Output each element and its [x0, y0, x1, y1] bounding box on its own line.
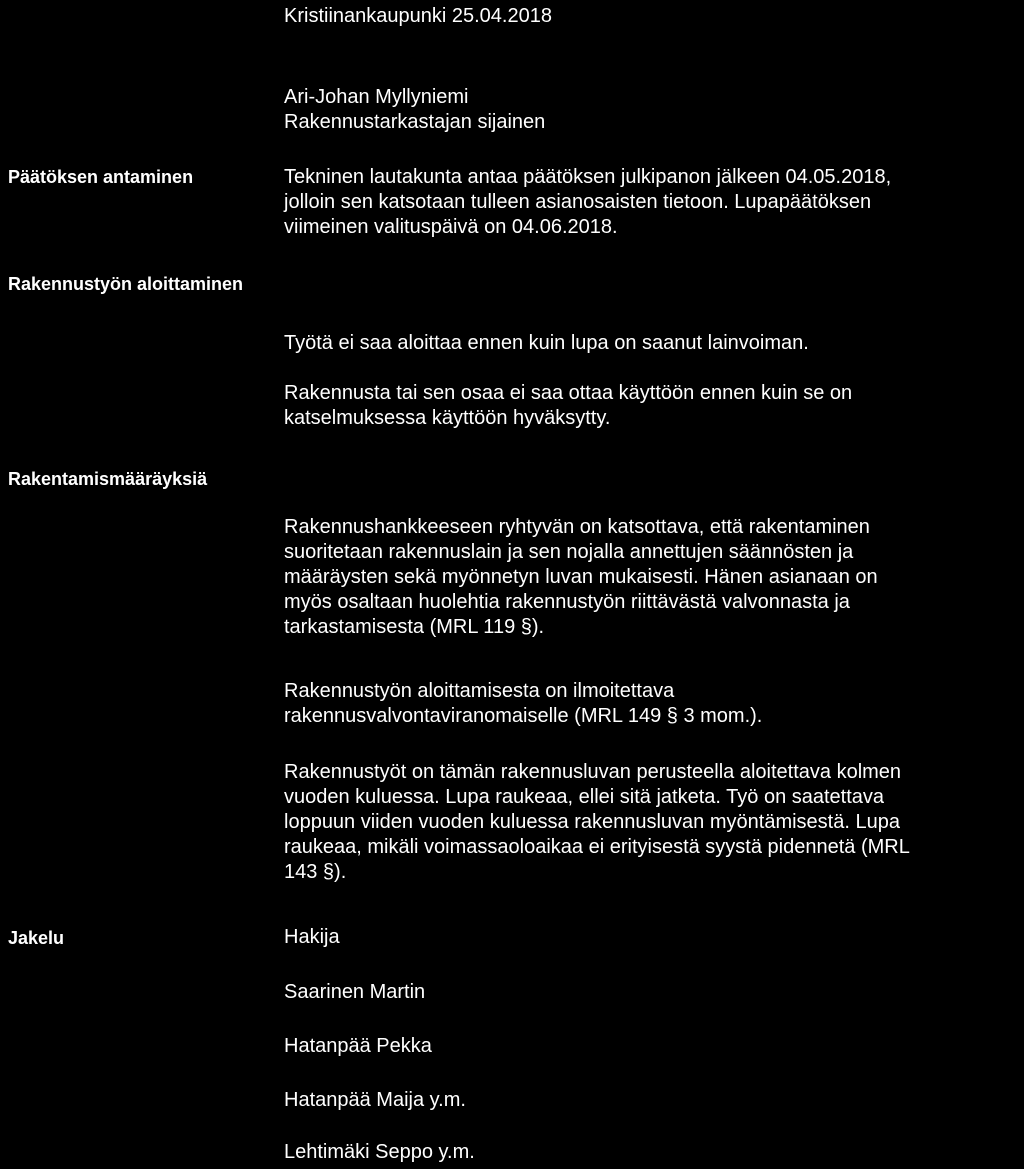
text-line: Rakennustyön aloittamisesta on ilmoitettava: [284, 680, 675, 702]
text-line: Rakennustyöt on tämän rakennusluvan perusteella aloitettava kolmen: [284, 761, 902, 783]
start-paragraph-1: [284, 331, 1024, 356]
heading-start: Rakennustyön aloittaminen: [8, 274, 244, 294]
recipient: Saarinen Martin: [284, 981, 426, 1003]
text-line: Tekninen lautakunta antaa päätöksen julkipanon jälkeen 04.05.2018,: [284, 166, 892, 188]
regulations-paragraph-1: [284, 515, 1024, 640]
heading-regulations: Rakentamismääräyksiä: [8, 469, 208, 489]
text-line: Työtä ei saa aloittaa ennen kuin lupa on saanut lainvoiman.: [284, 332, 809, 354]
text-line: raukeaa, mikäli voimassaoloaikaa ei erityisestä syystä pidennetä (MRL: [284, 836, 910, 858]
text-line: 143 §).: [284, 861, 347, 883]
text-line: suoritetaan rakennuslain ja sen nojalla annettujen säännösten ja: [284, 541, 854, 563]
text-line: viimeinen valituspäivä on 04.06.2018.: [284, 216, 618, 238]
recipient: Lehtimäki Seppo y.m.: [284, 1141, 475, 1163]
text-line: katselmuksessa käyttöön hyväksytty.: [284, 407, 611, 429]
regulations-paragraph-3: [284, 760, 1024, 885]
text-line: rakennusvalvontaviranomaiselle (MRL 149 § 3 mom.).: [284, 705, 763, 727]
heading-distribution: Jakelu: [8, 928, 65, 948]
signer-name: Ari-Johan Myllyniemi: [284, 86, 469, 108]
recipient: Hatanpää Pekka: [284, 1035, 432, 1057]
recipient: Hatanpää Maija y.m.: [284, 1089, 466, 1111]
regulations-paragraph-2: [284, 679, 1024, 729]
text-line: määräysten sekä myönnetyn luvan mukaisesti. Hänen asianaan on: [284, 566, 878, 588]
text-line: tarkastamisesta (MRL 119 §).: [284, 616, 545, 638]
text-line: myös osaltaan huolehtia rakennustyön riittävästä valvonnasta ja: [284, 591, 850, 613]
signer-title: Rakennustarkastajan sijainen: [284, 111, 546, 133]
start-paragraph-2: [284, 381, 1024, 431]
text-line: loppuun viiden vuoden kuluessa rakennusluvan myöntämisestä. Lupa: [284, 811, 900, 833]
place-date: Kristiinankaupunki 25.04.2018: [284, 5, 552, 27]
text-line: Rakennushankkeeseen ryhtyvän on katsottava, että rakentaminen: [284, 516, 870, 538]
heading-decision: Päätöksen antaminen: [8, 167, 194, 187]
text-line: Rakennusta tai sen osaa ei saa ottaa käyttöön ennen kuin se on: [284, 382, 853, 404]
recipient: Hakija: [284, 926, 340, 948]
text-line: jolloin sen katsotaan tulleen asianosaisten tietoon. Lupapäätöksen: [284, 191, 872, 213]
text-line: vuoden kuluessa. Lupa raukeaa, ellei sitä jatketa. Työ on saatettava: [284, 786, 885, 808]
decision-paragraph: [284, 165, 1024, 240]
